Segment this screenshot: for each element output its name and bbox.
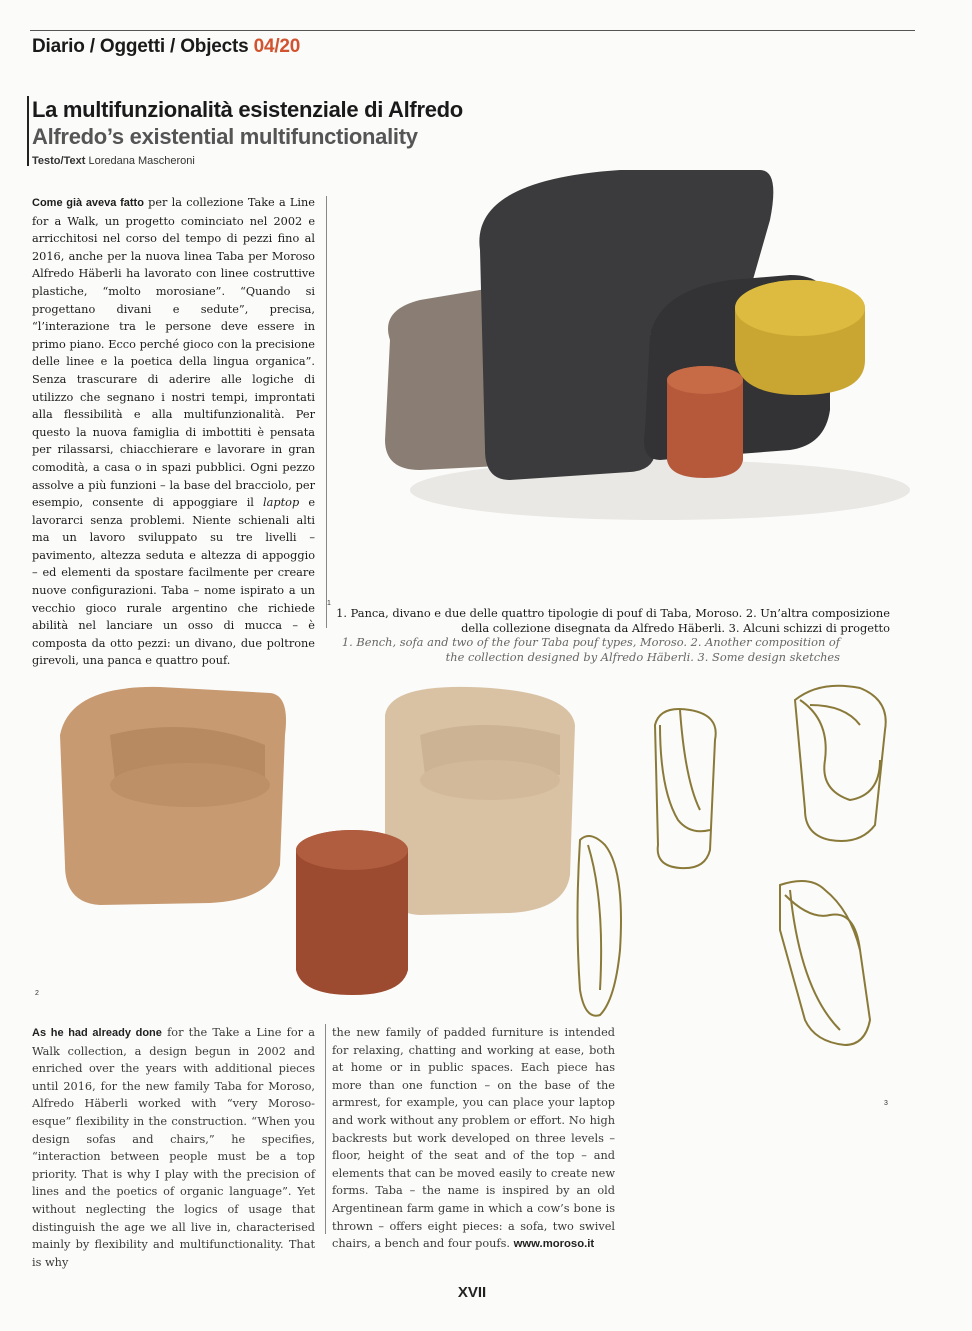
body-text-en-col2 bbox=[332, 1024, 615, 1254]
sketch-2 bbox=[795, 686, 886, 841]
body-en-col1-text: for the Take a Line for a Walk collection, a design begun in 2002 and enriched over the years with additional pieces until 2016, for the new family Taba for Moroso, Alfredo Häberli worked with “very Moroso-esque” flexibility in the construction. “When you design sofas and chairs,” he specifies, “interaction between people must be a top priority. That is why I play with the precision of lines and the poetics of organic language”. Yet without neglecting the logics of usage that distinguish the age we all live in, characterised mainly by flexibility and multifunctionality. That is why bbox=[32, 1026, 315, 1269]
byline-label: Testo/Text bbox=[32, 155, 86, 167]
moroso-link[interactable]: www.moroso.it bbox=[513, 1238, 595, 1251]
issue-number: 04/20 bbox=[253, 36, 301, 57]
figure-1-number: 1 bbox=[327, 600, 331, 607]
caption-en: 1. Bench, sofa and two of the four Taba pouf types, Moroso. 2. Another composition of the collection designed by Alfredo Häberli. 3. Some design sketches bbox=[341, 635, 840, 664]
pouf-rust-2-body bbox=[296, 850, 408, 995]
body-it-text: per la collezione Take a Line for a Walk, un progetto cominciato nel 2002 e arricchitosi nel corso del tempo di pezzi fino al 2016, anche per la nuova linea Taba per Moroso Alfredo Häberli ha lavorato con linee costruttive plastiche, “molto morosiane”. “Quando si progettano divani e sedute”, precisa, “l’interazione tra le persone deve essere in primo piano. Ecco perché gioco con la precisione delle linee e la poetica della lingua organica”. Senza trascurare di aderire alle logiche di utilizzo che segnano i nostri tempi, improntati alla flessibilità e alla multifunzionalità. Per questo la nuova famiglia di imbottiti è pensata per rilassarsi, chiacchierare e lavorare in gran comodità, a casa o in spazi pubblici. Ogni pezzo assolve a più funzioni – la base del bracciolo, per esempio, consente di appoggiare il bbox=[32, 196, 315, 510]
byline bbox=[32, 155, 195, 167]
sketch-3 bbox=[578, 836, 622, 1016]
figure-3-number: 3 bbox=[884, 1100, 888, 1107]
design-sketches bbox=[560, 670, 930, 1060]
pouf-rust-body bbox=[667, 380, 743, 478]
body-en-lead: As he had already done bbox=[32, 1027, 162, 1039]
article-title-it: La multifunzionalità esistenziale di Alfredo bbox=[32, 97, 463, 122]
body-it-end: e lavorarci senza problemi. Niente schienali alti ma un lavoro sviluppato su tre livelli – pavimento, altezza seduta e altezza di appoggio – ed elementi da spostare facilmente per creare nuove configurazioni. Taba – nome ispirato a un vecchio gioco rurale argentino che richiede abilità nel lanciare un osso di mucca – è composta da otto pezzi: un divano, due poltrone girevoli, una panca e quattro pouf. bbox=[32, 496, 316, 668]
section-label: Diario / Oggetti / Objects bbox=[32, 36, 249, 57]
column-divider-en bbox=[325, 1024, 326, 1234]
photo-sofa-bench-poufs bbox=[360, 160, 920, 600]
figure-2-number: 2 bbox=[35, 990, 39, 997]
photo-armchairs-pouf bbox=[40, 675, 600, 1020]
article-title-en: Alfredo’s existential multifunctionality bbox=[32, 124, 418, 149]
body-it-italic: laptop bbox=[263, 496, 300, 510]
floor-shadow bbox=[410, 460, 910, 520]
sketch-4 bbox=[780, 881, 870, 1045]
body-en-col2-text: the new family of padded furniture is intended for relaxing, chatting and working at ease, both at home or in public spaces. Each piece has more than one function – on the base of the armrest, for example, you can place your laptop and work without any problem or effort. No high backrests but work developed on three levels – floor, height of the seat and of the top – and elements that can be moved easily to create new forms. Taba – the name is inspired by an old Argentinean farm game in which a cow’s bone is thrown – offers eight pieces: a sofa, two swivel chairs, a bench and four poufs. bbox=[332, 1026, 615, 1251]
armchair-right bbox=[385, 687, 575, 915]
top-rule bbox=[30, 30, 915, 31]
byline-author: Loredana Mascheroni bbox=[88, 155, 195, 167]
page-folio: XVII bbox=[457, 1284, 487, 1301]
sketch-1 bbox=[655, 709, 716, 868]
column-divider bbox=[326, 196, 327, 628]
caption-it: 1. Panca, divano e due delle quattro tipologie di pouf di Taba, Moroso. 2. Un’altra composizione della collezione disegnata da Alfredo Häberli. 3. Alcuni schizzi di progetto bbox=[336, 606, 890, 635]
body-it-lead: Come già aveva fatto bbox=[32, 197, 144, 209]
body-text-en-col1 bbox=[32, 1024, 315, 1271]
body-text-it bbox=[32, 194, 315, 670]
title-bar bbox=[27, 96, 29, 166]
section-header bbox=[32, 36, 300, 58]
